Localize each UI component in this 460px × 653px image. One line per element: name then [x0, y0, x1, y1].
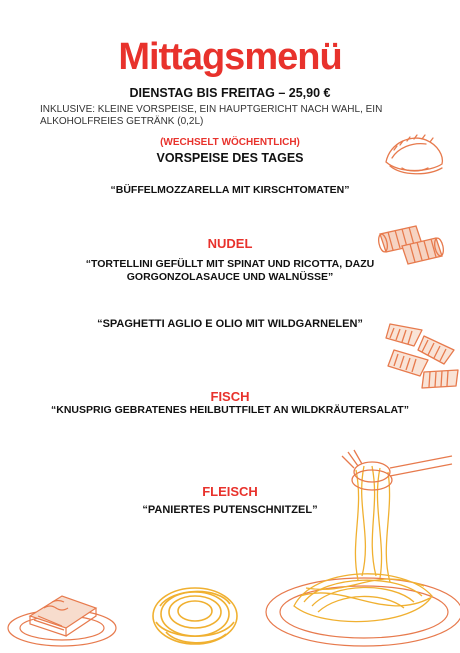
dish-schnitzel: “PANIERTES PUTENSCHNITZEL”: [142, 504, 318, 516]
starter-heading: VORSPEISE DES TAGES: [156, 151, 304, 165]
dish-tortellini: “TORTELLINI GEFÜLLT MIT SPINAT UND RICOTTA, DAZU GORGONZOLASAUCE UND WALNÜSSE”: [85, 258, 375, 283]
rigatoni-icon: [376, 222, 444, 268]
included-note: INKLUSIVE: KLEINE VORSPEISE, EIN HAUPTGERICHT NACH WAHL, EIN ALKOHOLFREIES GETRÄNK (0,2L): [40, 104, 383, 127]
menu-subtitle: DIENSTAG BIS FREITAG – 25,90 €: [129, 86, 331, 100]
dumpling-icon: [382, 128, 448, 180]
tagliatelle-nest-icon: [148, 576, 242, 652]
lasagna-plate-icon: [4, 582, 120, 650]
spaghetti-fork-plate-icon: [254, 446, 460, 652]
menu-title: Mittagsmenü: [118, 36, 342, 78]
penne-icon: [384, 316, 460, 390]
section-heading-nudel: NUDEL: [207, 236, 253, 251]
dish-heilbutt: “KNUSPRIG GEBRATENES HEILBUTTFILET AN WILDKRÄUTERSALAT”: [51, 404, 409, 416]
dish-spaghetti: “SPAGHETTI AGLIO E OLIO MIT WILDGARNELEN”: [97, 318, 363, 330]
starter-dish: “BÜFFELMOZZARELLA MIT KIRSCHTOMATEN”: [110, 184, 350, 196]
section-heading-fisch: FISCH: [210, 389, 250, 404]
weekly-note: (WECHSELT WÖCHENTLICH): [160, 137, 300, 148]
section-heading-fleisch: FLEISCH: [202, 484, 258, 499]
